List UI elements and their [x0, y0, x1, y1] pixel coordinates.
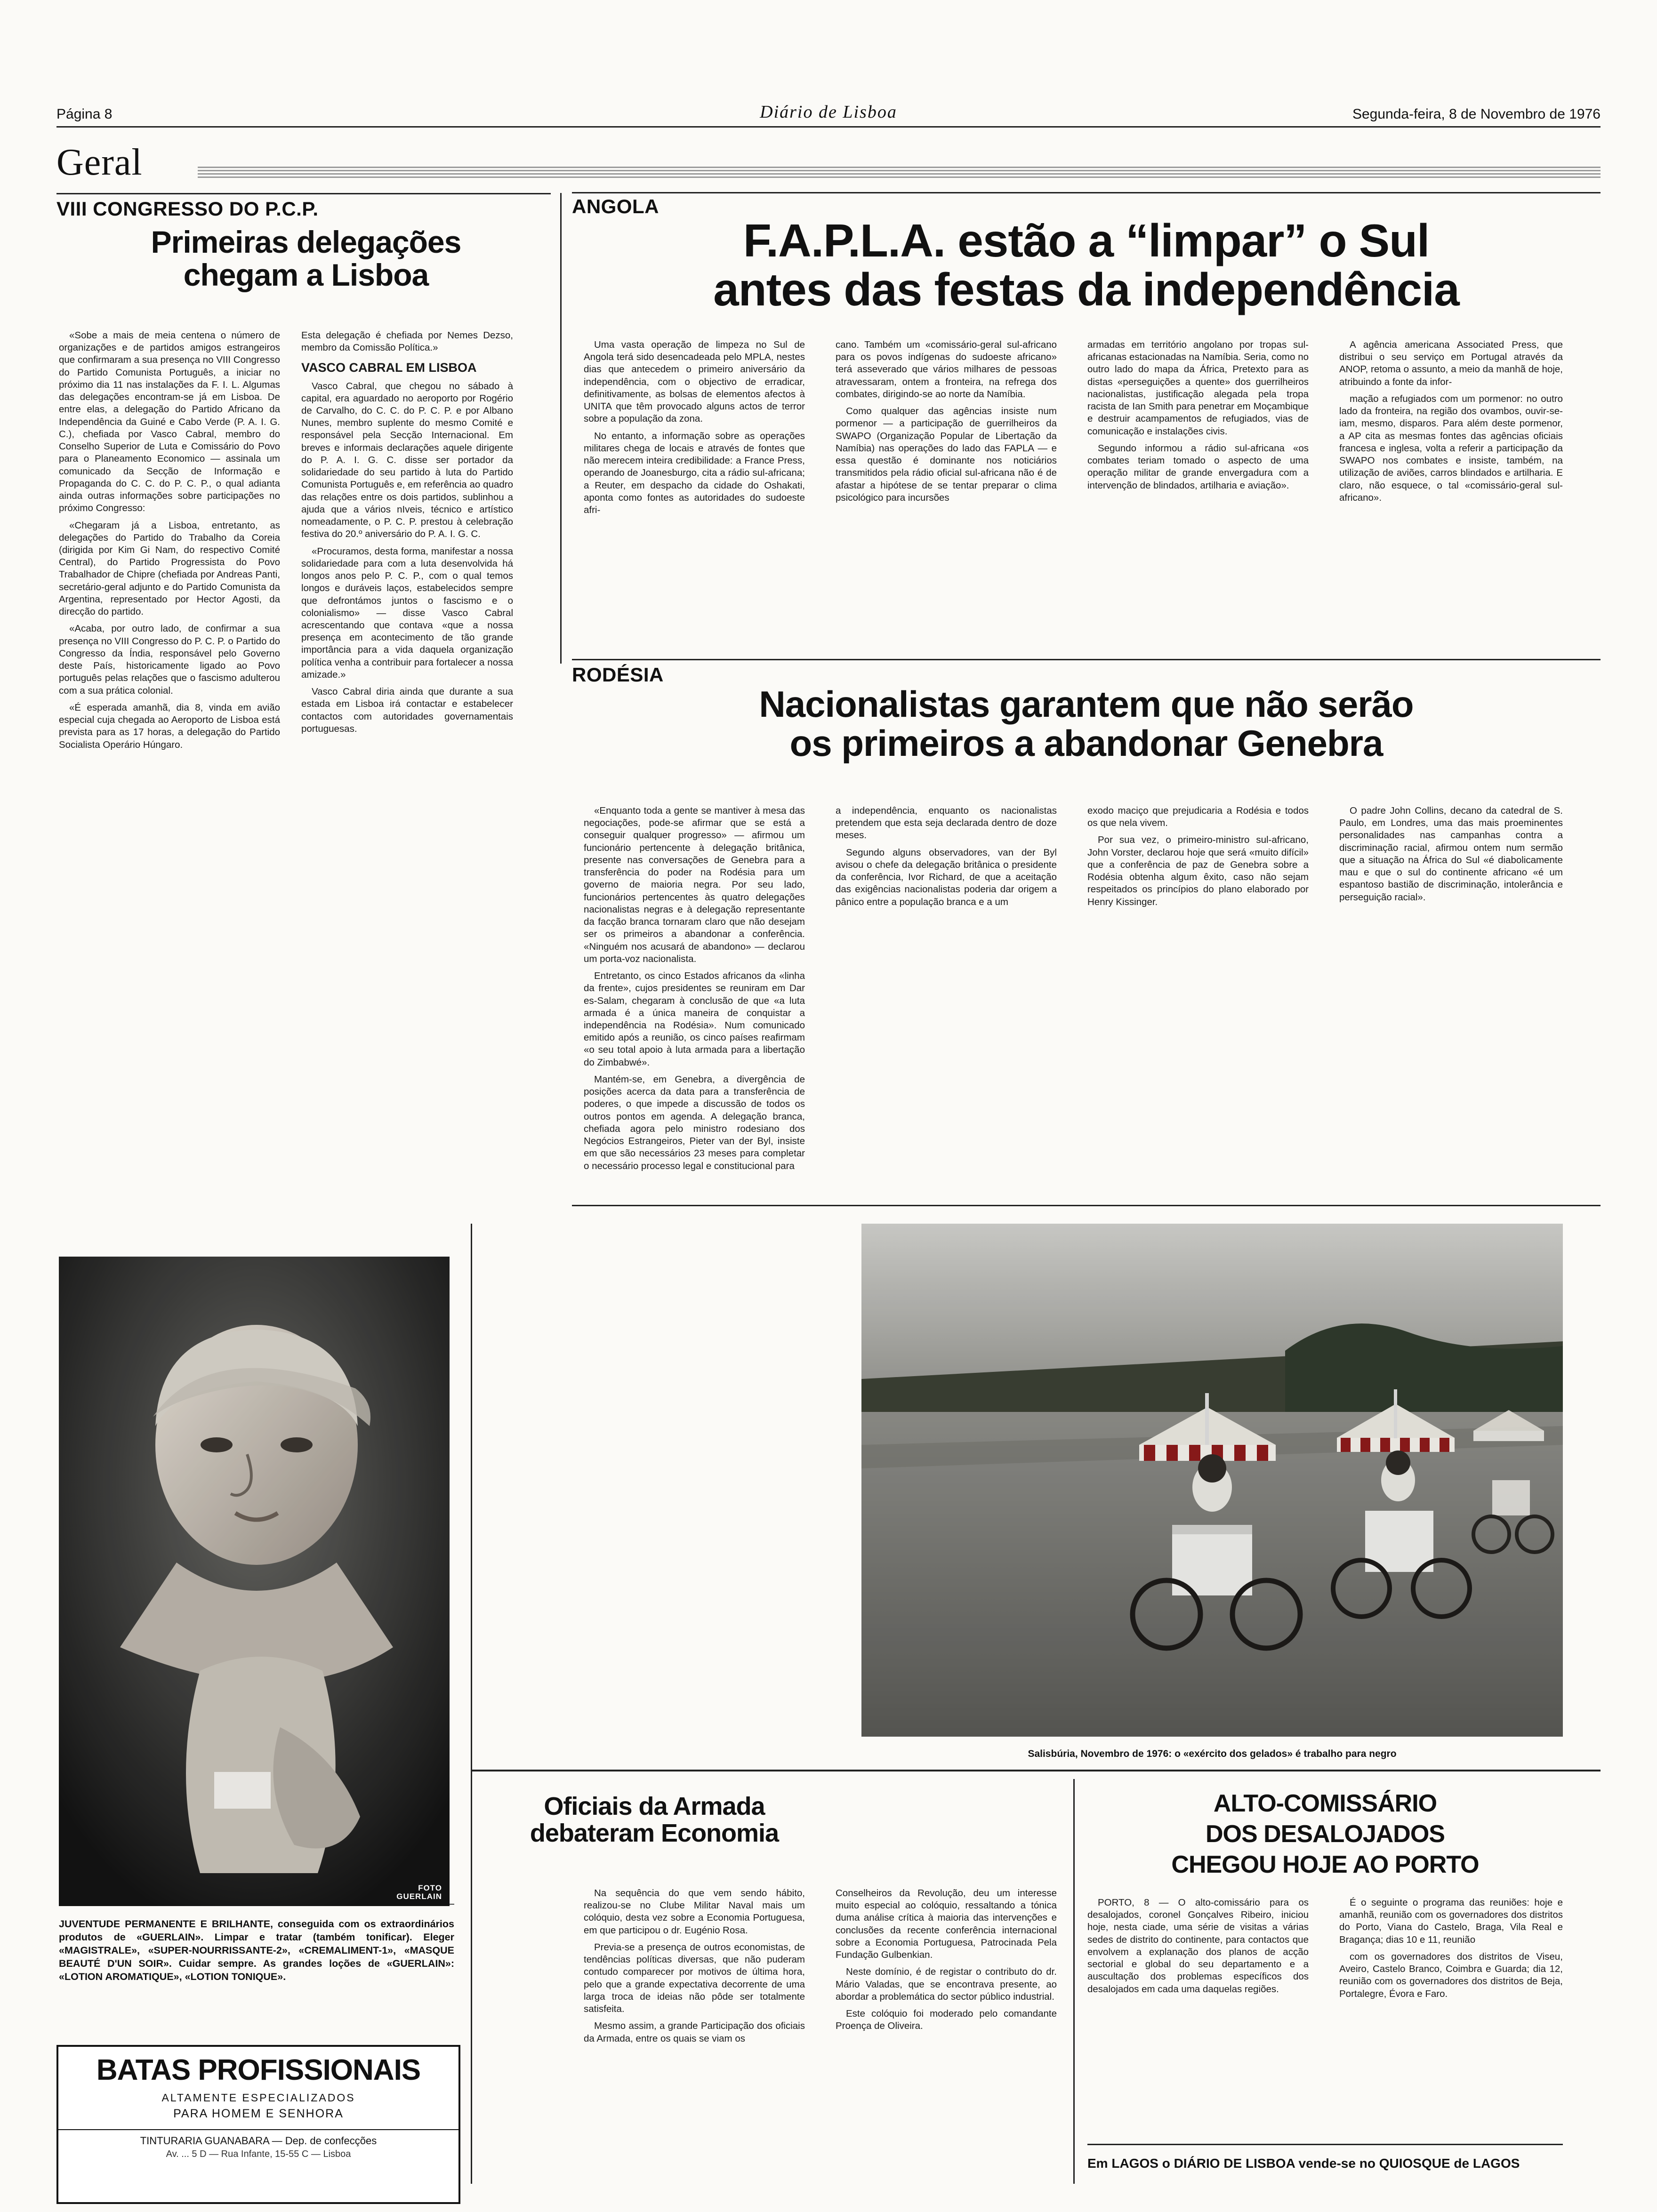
paragraph: PORTO, 8 — O alto-comissário para os desalojados, coronel Gonçalves Ribeiro, iniciou hoje, nesta ciade, uma série de visitas a várias sedes de distrito do continente, para contactos que envolvem a explanação dos planos de acção sectorial e global do seu departamento e a auscultação dos problemas específicos dos desalojados em cada uma daquelas regiões. [1087, 1897, 1309, 1995]
paragraph: O padre John Collins, decano da catedral de S. Paulo, em Londres, uma das mais proeminentes personalidades nas campanhas contra a discriminação racial, afirmou ontem num sermão que a situação na África do Sul «é diabolicamente mau e que o sul do continente africano «é um espantoso bastião de discriminação, intolerância e perseguição racial». [1339, 805, 1563, 903]
paragraph: cano. Também um «comissário-geral sul-africano para os povos indígenas do sudoeste africano» terá asseverado que vários milhares de pessoas atravessaram, ontem a fronteira, na refrega dos combates, dirigindo-se ao norte da Namíbia. [836, 339, 1057, 400]
paragraph: «Acaba, por outro lado, de confirmar a sua presença no VIII Congresso do P. C. P. o Partido do Congresso da Índia, responsável pelo Governo deste País, historicamente ligado ao Povo português pelas relações que o fascismo adulterou com a sua prática colonial. [59, 623, 280, 696]
pcp-headline-line2: chegam a Lisboa [183, 257, 429, 292]
paragraph: a independência, enquanto os nacionalistas pretendem que esta seja declarada dentro de doze meses. [836, 805, 1057, 841]
paragraph: Segundo alguns observadores, van der Byl avisou o chefe da delegação britânica o presidente da conferência, Ivor Richard, de que a aceitação das exigências nacionalistas poderia dar origem a pânico entre a população branca e a um [836, 847, 1057, 907]
batas-title: BATAS PROFISSIONAIS [96, 2054, 421, 2086]
paragraph: com os governadores dos distritos de Viseu, Aveiro, Castelo Branco, Coimbra e Guarda; dia 12, reunião com os governadores dos distritos de Beja, Portalegre, Évora e Faro. [1339, 1951, 1563, 1999]
paragraph: Na sequência do que vem sendo hábito, realizou-se no Clube Militar Naval mais um colóquio, desta vez sobre a Economia Portuguesa, em que participou o dr. Eugénio Rosa. [584, 1888, 805, 1936]
paragraph: mação a refugiados com um pormenor: no outro lado da fronteira, na região dos ovambos, ouvir-se-iam, mesmo, disparos. Para além deste pormenor, a AP cita as mesmas fontes das agências oficiais francesa e inglesa, volta a referir a participação da SWAPO nos combates e insiste, também, na utilização de aviões, carros blindados e artilharia. E claro, não esquece, o tal «comissário-geral sul-africano». [1339, 393, 1563, 503]
guerlain-photo [59, 1257, 450, 1906]
batas-advertisement [56, 2045, 460, 2204]
guerlain-ad-caption: JUVENTUDE PERMANENTE E BRILHANTE, conseguida com os extraordinários produtos de «GUERLAIN». Limpar e tratar (também tonificar). Eleger «MAGISTRALE», «SUPER-NOURRISSANTE-2», «CREMALIMENT-1», «MASQUE BEAUTÉ D'UN SOIR». Cuidar sempre. As grandes loções de «GUERLAIN»: «LOTION AROMATIQUE», «LOTION TONIQUE». [59, 1918, 454, 1982]
rodesia-photo-graphic [861, 1224, 1563, 1737]
rodesia-kicker: RODÉSIA [572, 664, 664, 686]
alto-comissario-column-1 [1087, 1897, 1309, 2000]
armada-column-1 [584, 1887, 805, 2050]
paragraph: Entretanto, os cinco Estados africanos da «linha da frente», cujos presidentes se reuniram em Dar es-Salam, chegaram à conclusão de que «a luta armada é a única maneira de conquistar a independência na Rodésia». Num comunicado emitido após a reunião, os cinco países reafirmam «o seu total apoio à luta armada para a libertação do Zimbabwé». [584, 970, 805, 1068]
armada-column-2 [836, 1887, 1057, 2037]
angola-column-4 [1339, 339, 1563, 509]
guerlain-photo-graphic [59, 1257, 450, 1906]
rule-lagos [1087, 2144, 1563, 2145]
angola-column-2 [836, 339, 1057, 509]
paragraph: Previa-se a presença de outros economistas, de tendências políticas diversas, que não puderam contudo comparecer por motivos de última hora, pelo que a grande expectativa decorrente de uma larga troca de ideias não pôde ser totalmente satisfeita. [584, 1941, 805, 2015]
pcp-kicker: VIII CONGRESSO DO P.C.P. [56, 198, 319, 220]
paragraph: Segundo informou a rádio sul-africana «os combates teriam tomado o aspecto de uma operação militar de grande envergadura com a intervenção de blindados, artilharia e aviação». [1087, 442, 1309, 491]
rodesia-photo [861, 1224, 1563, 1737]
angola-headline-line1: F.A.P.L.A. estão a “limpar” o Sul [743, 215, 1430, 266]
angola-headline-line2: antes das festas da independência [713, 263, 1459, 315]
rule-rodesia-bottom [572, 1205, 1601, 1206]
paragraph: «Enquanto toda a gente se mantiver à mesa das negociações, pode-se afirmar que se está a conseguir qualquer progresso» — afirmou um funcionário pertencente à delegação britânica, presente nas conversações de Genebra para a transferência do poder na Rodésia para um governo de maioria negra. Por seu lado, funcionários pertencentes às quatro delegações nacionalistas negras e à delegação representante da facção branca tornaram claro que não desejam ser os primeiros a abandonar a conferência. «Ninguém nos acusará de abandono» — declarou um porta-voz nacionalista. [584, 805, 805, 964]
guerlain-photo-credit [396, 1884, 442, 1901]
angola-headline [572, 216, 1601, 314]
alto-headline-line3: CHEGOU HOJE AO PORTO [1171, 1851, 1479, 1878]
rule-left-top [56, 193, 551, 194]
batas-address: Av. ... 5 D — Rua Infante, 15-55 C — Lisboa [166, 2149, 351, 2159]
rule-rodesia-top [572, 659, 1601, 660]
paragraph: Como qualquer das agências insiste num pormenor — a participação de guerrilheiros da SWAPO (Organização Popular de Libertação da Namíbia) nas operações do lado das FAPLA — e essa questão é dominante nos noticiários transmitidos pela rádio oficial sul-africana não é de afastar a hipótese de se tentar preparar o clima psicológico para incursões [836, 406, 1057, 503]
paragraph: Conselheiros da Revolução, deu um interesse muito especial ao colóquio, ressaltando a tónica duma análise crítica à maioria das intervenções e conclusões da recente conferência internacional sobre a Economia Portuguesa, Patrocinada Pela Fundação Gulbenkian. [836, 1888, 1057, 1961]
paragraph: É o seguinte o programa das reuniões: hoje e amanhã, reunião com os governadores dos distritos do Porto, Viana do Castelo, Braga, Vila Real e Bragança; dias 10 e 11, reunião [1339, 1897, 1563, 1945]
alto-headline-line1: ALTO-COMISSÁRIO [1213, 1790, 1437, 1817]
paragraph: Neste domínio, é de registar o contributo do dr. Mário Valadas, que se encontrava presente, ao abordar a problemática do sector público industrial. [836, 1966, 1057, 2002]
paragraph: Mesmo assim, a grande Participação dos oficiais da Armada, entre os quais se viam os [584, 2020, 805, 2044]
batas-sub2: PARA HOMEM E SENHORA [173, 2107, 344, 2120]
angola-column-1 [584, 339, 805, 521]
section-rule-hatch [198, 165, 1601, 178]
photo-credit-line1: FOTO [418, 1883, 442, 1892]
pcp-headline [56, 226, 555, 292]
paragraph: «Chegaram já a Lisboa, entretanto, as delegações do Partido do Trabalho da Coreia (dirigida por Kim Gi Nam, do respectivo Comité Central), do Partido Progressista do Povo Trabalhador de Chipre (chefiada por Andreas Panti, secretário-geral adjunto e do Partido Comunista da Argentina, representado por Hector Agosti, da direcção do partido. [59, 520, 280, 617]
masthead [56, 94, 1601, 128]
paragraph: Vasco Cabral diria ainda que durante a sua estada em Lisboa irá contactar e estabelecer contactos com autoridades governamentais portuguesas. [301, 686, 513, 734]
rodesia-column-4 [1339, 805, 1563, 908]
rule-angola-top [572, 192, 1601, 193]
paragraph: «Sobe a mais de meia centena o número de organizações e de partidos amigos estrangeiros que confirmaram a sua presença no VIII Congresso do Partido Comunista Português, a iniciar no próximo dia 11 nas instalações da F. I. L. Algumas das delegações encontram-se já em Lisboa. De entre elas, a delegação do Partido Africano da Independência da Guiné e Cabo Verde (P. A. I. G. C.), chefiada por Vasco Cabral, membro do Conselho Superior de Luta e Comissário do Povo para o Planeamento Economico — assinala um comunicado da Secção de Informação e Propaganda do C. C. do P. C. P., o qual adianta ainda outras informações sobre participações no próximo Congresso: [59, 330, 280, 514]
paragraph: armadas em território angolano por tropas sul-africanas estacionadas na Namíbia. Seria, como no outro lado do mapa da África, Pretexto para as distas «perseguições a quente» dos guerrilheiros nacionalistas, justificação alegada pela tropa racista de Ian Smith para penetrar em Moçambique e destruir acampamentos de refugiados, vias de comunicação e instalações civis. [1087, 339, 1309, 437]
angola-kicker: ANGOLA [572, 195, 659, 217]
lagos-kiosk-note: Em LAGOS o DIÁRIO DE LISBOA vende-se no QUIOSQUE de LAGOS [1087, 2156, 1520, 2171]
pcp-headline-line1: Primeiras delegações [151, 224, 461, 259]
paragraph: Mantém-se, em Genebra, a divergência de posições acerca da data para a transferência de poderes, o que impede a discussão de todos os outros pontos em agenda. A delegação branca, chefiada agora pelo ministro rodesiano dos Negócios Estrangeiros, Pieter van der Byl, insiste em que são necessários 23 meses para completar o necessário processo legal e constitucional para [584, 1074, 805, 1171]
page-number: Página 8 [56, 106, 113, 122]
pcp-column-1 [59, 329, 280, 756]
section-title: Geral [56, 142, 143, 183]
paragraph: exodo maciço que prejudicaria a Rodésia e todos os que nela vivem. [1087, 805, 1309, 829]
issue-date: Segunda-feira, 8 de Novembro de 1976 [1352, 106, 1601, 122]
paragraph: Por sua vez, o primeiro-ministro sul-africano, John Vorster, declarou hoje que será «muito difícil» que a conferência de paz de Genebra sobre a Rodésia obtenha algum êxito, caso não sejam respeitados os princípios do plano elaborado por Henry Kissinger. [1087, 834, 1309, 907]
pcp-subhead: VASCO CABRAL EM LISBOA [301, 361, 477, 375]
armada-headline-line1: Oficiais da Armada [544, 1792, 765, 1820]
paragraph: «Procuramos, desta forma, manifestar a nossa solidariedade para com a luta desenvolvida há longos anos pelo P. C. P., com o qual temos longos e duráveis laços, estabelecidos sempre que defrontámos juntos o fascismo e o colonialismo» — disse Vasco Cabral acrescentando que contava «que a nossa presença em acontecimento de tão grande importância para a vida daquela organização política venha a contribuir para fortalecer a nossa amizade.» [301, 545, 513, 680]
column-divider-3 [471, 1224, 472, 2184]
paragraph: Este colóquio foi moderado pelo comandante Proença de Oliveira. [836, 2008, 1057, 2032]
paragraph: Esta delegação é chefiada por Nemes Dezso, membro da Comissão Política.» [301, 330, 513, 353]
alto-comissario-column-2 [1339, 1897, 1563, 2005]
rodesia-headline [572, 685, 1601, 762]
rodesia-column-3 [1087, 805, 1309, 913]
photo-credit-line2: GUERLAIN [396, 1892, 442, 1901]
alto-comissario-headline [1087, 1788, 1563, 1880]
rodesia-column-2 [836, 805, 1057, 913]
pcp-column-2 [301, 329, 513, 740]
angola-column-3 [1087, 339, 1309, 497]
armada-headline-line2: debateram Economia [530, 1819, 779, 1848]
rule-bottom-section [471, 1770, 1601, 1771]
rodesia-photo-caption: Salisbúria, Novembro de 1976: o «exército dos gelados» é trabalho para negro [1028, 1748, 1397, 1759]
paragraph: No entanto, a informação sobre as operações militares chega de locais e através de fontes que não merecem inteira credibilidade: a France Press, operando de Joanesburgo, cita a rádio sul-africana; a Reuter, em despacho da cidade do Oshakati, aponta como fontes as autoridades do sudoeste afri- [584, 430, 805, 516]
armada-headline [471, 1793, 838, 1847]
rodesia-headline-line2: os primeiros a abandonar Genebra [789, 722, 1383, 764]
alto-headline-line2: DOS DESALOJADOS [1206, 1820, 1445, 1848]
column-divider-1 [560, 193, 562, 664]
paragraph: A agência americana Associated Press, que distribui o seu serviço em Portugal através da ANOP, retoma o assunto, a meio da manhã de hoje, atribuindo a fonte da infor- [1339, 339, 1563, 387]
paragraph: «É esperada amanhã, dia 8, vinda em avião especial cuja chegada ao Aeroporto de Lisboa está prevista para as 17 horas, a delegação do Partido Socialista Operário Húngaro. [59, 702, 280, 750]
batas-sub1: ALTAMENTE ESPECIALIZADOS [161, 2092, 355, 2104]
paragraph: Vasco Cabral, que chegou no sábado à capital, era aguardado no aeroporto por Rogério de Carvalho, do C. C. do P. C. P. e por Albano Nunes, membro suplente do mesmo Comité e responsável pela Secção Internacional. Em breves e informais declarações aquele dirigente do P. A. I. G. C. disse ser portador da solidariedade do seu partido à luta do Partido Comunista Português e, em referência ao quadro das relações entre os dois partidos, sublinhou a ajuda que a vários nIveis, técnico e artístico nomeadamente, o P. C. P. prestou à celebração festiva do 20.º aniversário do P. A. I. G. C. [301, 380, 513, 540]
batas-footer: TINTURARIA GUANABARA — Dep. de confecções [58, 2129, 458, 2147]
column-divider-2 [1073, 1779, 1075, 2184]
rodesia-column-1 [584, 805, 805, 1177]
rodesia-headline-line1: Nacionalistas garantem que não serão [759, 683, 1414, 725]
paper-name: Diário de Lisboa [760, 102, 897, 122]
paragraph: Uma vasta operação de limpeza no Sul de Angola terá sido desencadeada pelo MPLA, nestes dias que antecedem o primeiro aniversário da independência, com o objectivo de erradicar, definitivamente, as bolsas de elementos afectos à UNITA que têm provocado alguns actos de terror sobre a população da zona. [584, 339, 805, 425]
